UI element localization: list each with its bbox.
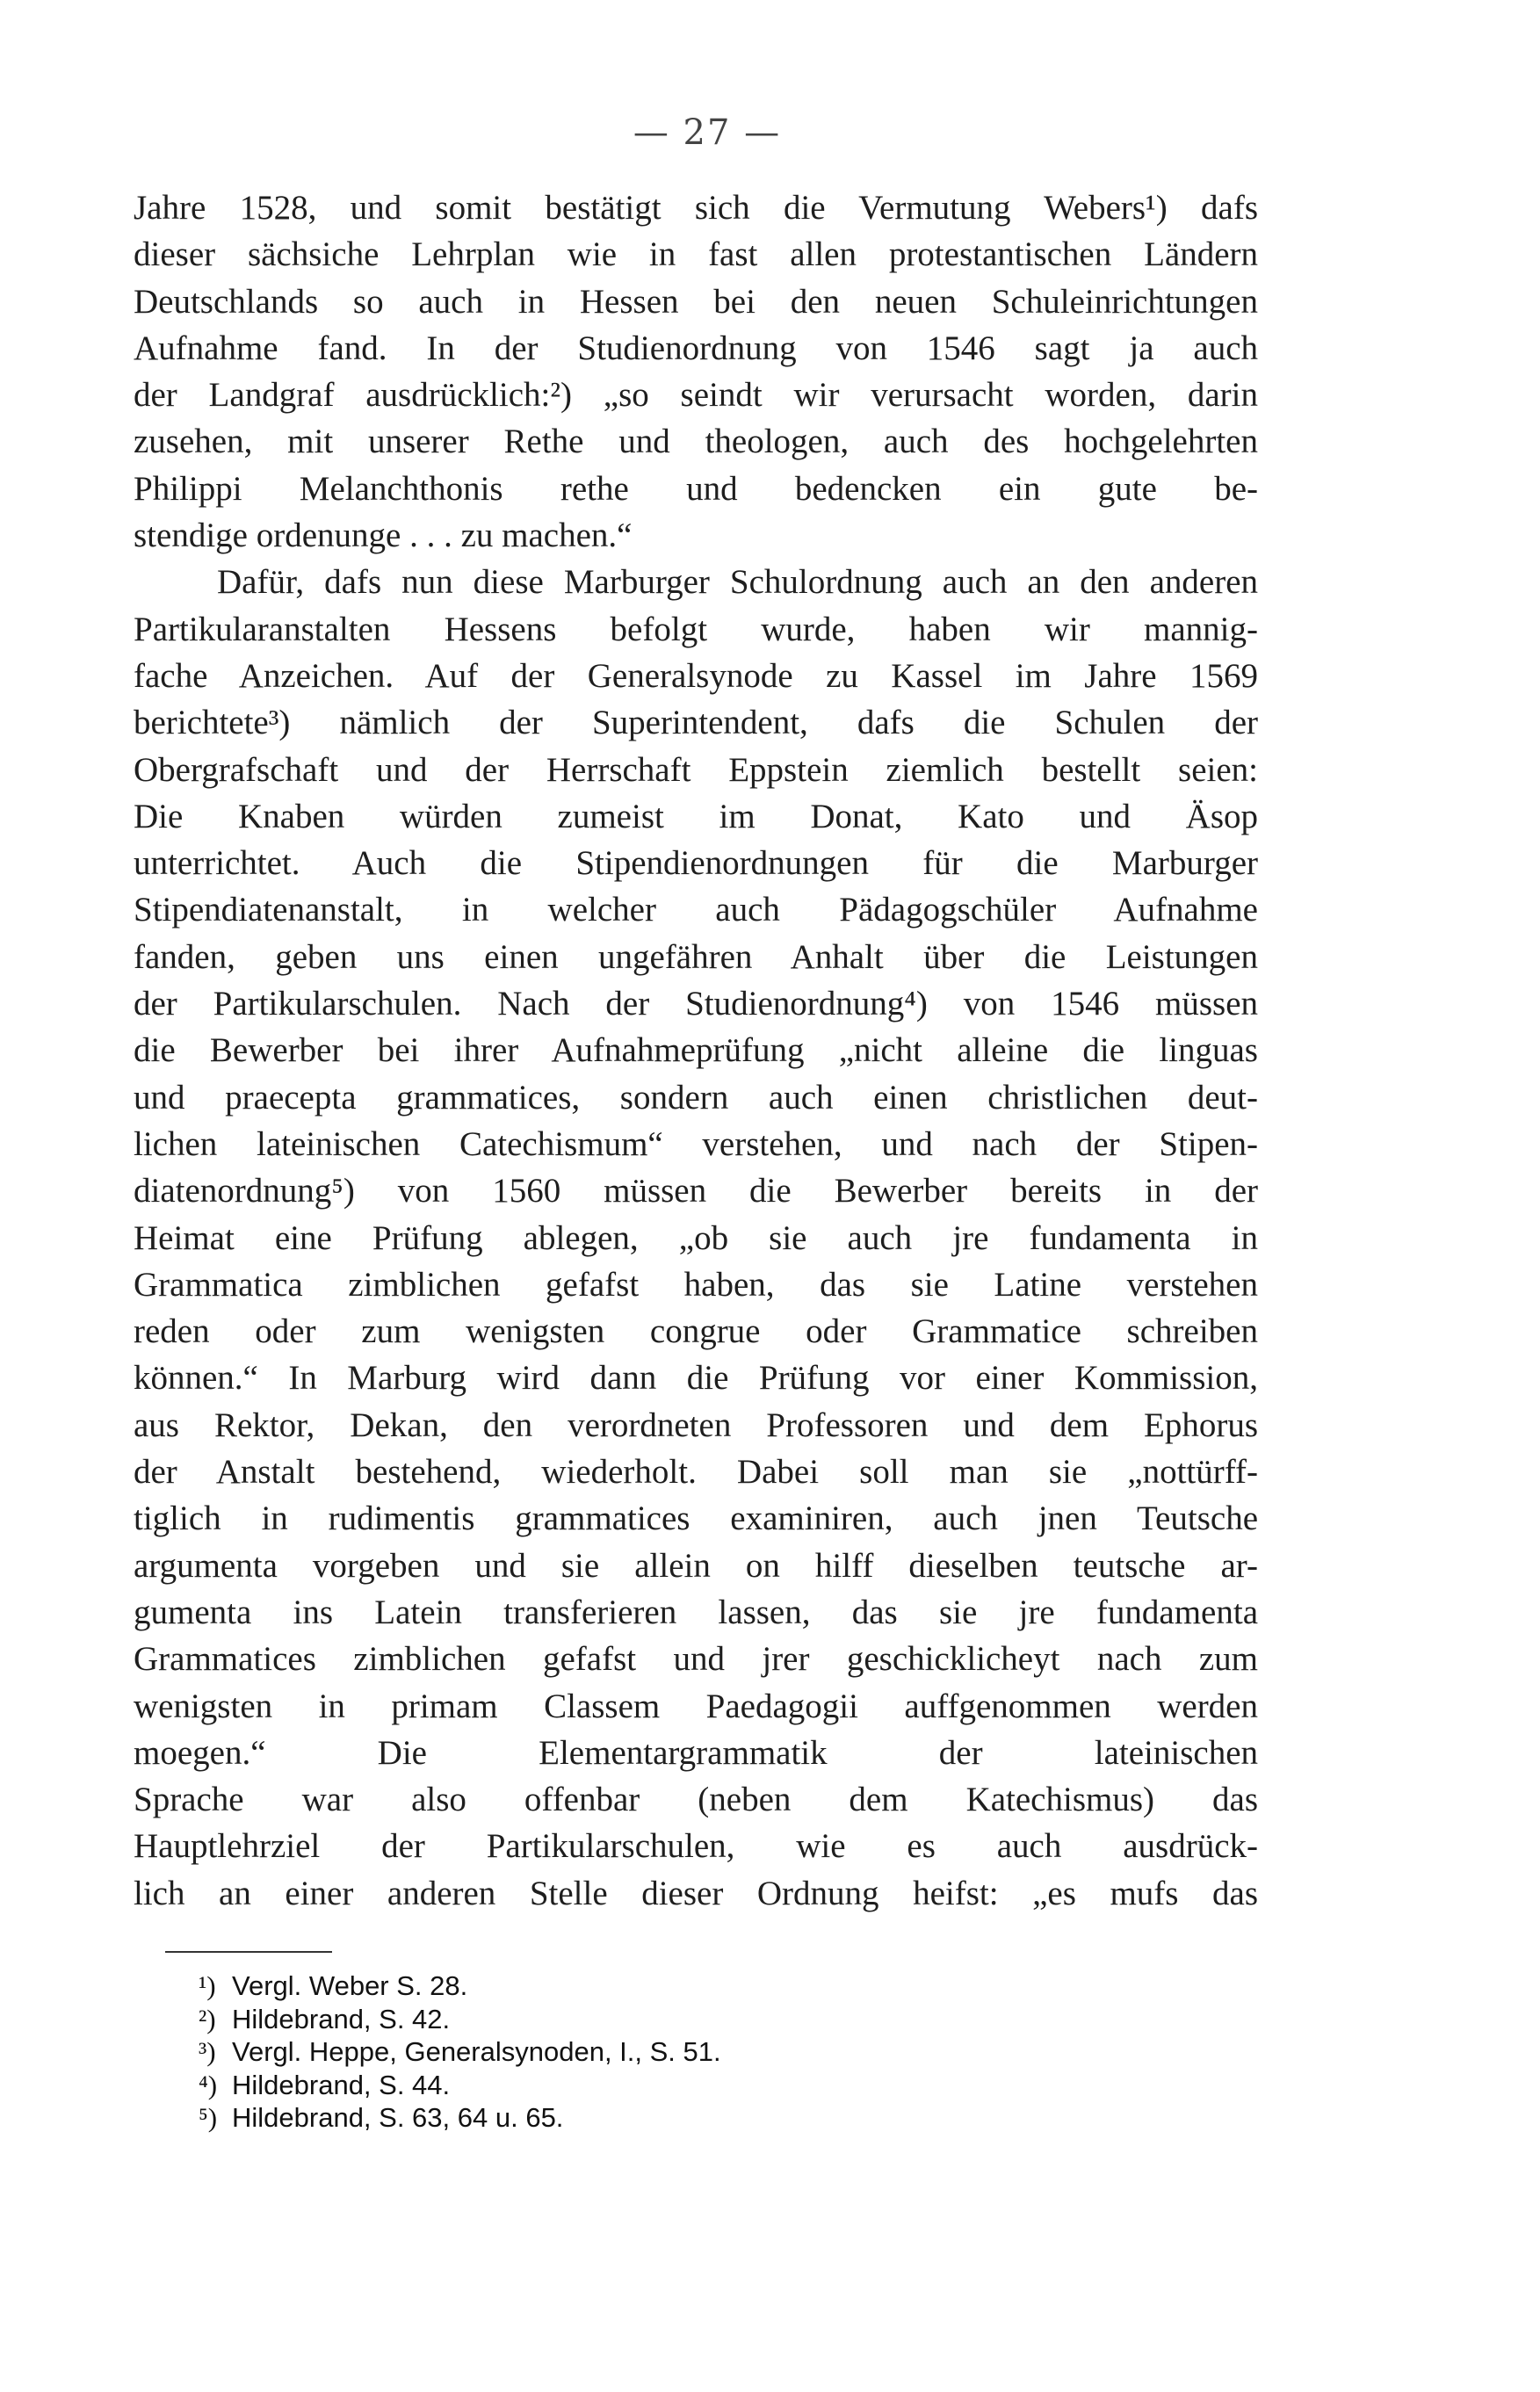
footnote-text: Vergl. Heppe, Generalsynoden, I., S. 51. xyxy=(232,2036,721,2067)
text-line: lichen lateinischen Catechismum“ verstehen, und nach der Stipen- xyxy=(134,1124,1258,1163)
footnote-text: Hildebrand, S. 44. xyxy=(232,2069,451,2100)
footnote-mark: ²) xyxy=(199,2003,216,2034)
footnotes xyxy=(199,1969,989,2135)
footnote-text: Hildebrand, S. 42. xyxy=(232,2003,451,2034)
body-text xyxy=(134,184,1258,1917)
text-line: der Landgraf ausdrücklich:²) „so seindt wir verursacht worden, darin xyxy=(134,376,1258,415)
footnote xyxy=(199,1969,989,2003)
footnote xyxy=(199,2035,989,2069)
text-line: Deutschlands so auch in Hessen bei den neuen Schuleinrichtungen xyxy=(134,282,1258,321)
text-line: aus Rektor, Dekan, den verordneten Professoren und dem Ephorus xyxy=(134,1406,1258,1444)
footnote-mark: ¹) xyxy=(199,1970,216,2001)
text-line: dieser sächsiche Lehrplan wie in fast allen protestantischen Ländern xyxy=(134,235,1258,274)
footnote-mark: ³) xyxy=(199,2036,216,2067)
text-line: lich an einer anderen Stelle dieser Ordnung heifst: „es mufs das xyxy=(134,1874,1258,1912)
text-line: fache Anzeichen. Auf der Generalsynode zu Kassel im Jahre 1569 xyxy=(134,656,1258,695)
footnote-divider xyxy=(165,1951,332,1953)
text-line: argumenta vorgeben und sie allein on hilff dieselben teutsche ar- xyxy=(134,1546,1258,1585)
text-line: wenigsten in primam Classem Paedagogii auffgenommen werden xyxy=(134,1687,1258,1725)
text-line: und praecepta grammatices, sondern auch einen christlichen deut- xyxy=(134,1078,1258,1117)
text-line: unterrichtet. Auch die Stipendienordnungen für die Marburger xyxy=(134,844,1258,883)
text-line: Obergrafschaft und der Herrschaft Eppstein ziemlich bestellt seien: xyxy=(134,750,1258,789)
text-line: Partikularanstalten Hessens befolgt wurde, haben wir mannig- xyxy=(134,610,1258,648)
footnote-text: Vergl. Weber S. 28. xyxy=(232,1970,468,2001)
text-line: gumenta ins Latein transferieren lassen, das sie jre fundamenta xyxy=(134,1593,1258,1631)
footnote-mark: ⁵) xyxy=(199,2102,218,2133)
footnote xyxy=(199,2101,989,2135)
text-line: der Partikularschulen. Nach der Studienordnung⁴) von 1546 müssen xyxy=(134,985,1258,1023)
text-line: Die Knaben würden zumeist im Donat, Kato und Äsop xyxy=(134,797,1258,835)
text-line: die Bewerber bei ihrer Aufnahmeprüfung „nicht alleine die linguas xyxy=(134,1031,1258,1070)
text-line: können.“ In Marburg wird dann die Prüfung vor einer Kommission, xyxy=(134,1359,1258,1398)
footnote xyxy=(199,2069,989,2102)
footnote-mark: ⁴) xyxy=(199,2069,218,2100)
page-number: — 27 — xyxy=(633,112,782,153)
text-line: tiglich in rudimentis grammatices examiniren, auch jnen Teutsche xyxy=(134,1500,1258,1538)
text-line: Grammatices zimblichen gefafst und jrer geschicklicheyt nach zum xyxy=(134,1640,1258,1679)
text-line: Dafür, dafs nun diese Marburger Schulordnung auch an den anderen xyxy=(217,563,1258,602)
text-line: der Anstalt bestehend, wiederholt. Dabei soll man sie „nottürff- xyxy=(134,1453,1258,1492)
text-line: Philippi Melanchthonis rethe und bedencken ein gute be- xyxy=(134,469,1258,508)
text-line: stendige ordenunge . . . zu machen.“ xyxy=(134,517,633,555)
text-line: reden oder zum wenigsten congrue oder Grammatice schreiben xyxy=(134,1312,1258,1351)
text-line: moegen.“ Die Elementargrammatik der lateinischen xyxy=(134,1733,1258,1772)
text-line: Hauptlehrziel der Partikularschulen, wie es auch ausdrück- xyxy=(134,1827,1258,1866)
text-line: Heimat eine Prüfung ablegen, „ob sie auch jre fundamenta in xyxy=(134,1218,1258,1257)
footnote-text: Hildebrand, S. 63, 64 u. 65. xyxy=(232,2102,564,2133)
text-line: Grammatica zimblichen gefafst haben, das sie Latine verstehen xyxy=(134,1265,1258,1304)
text-line: Jahre 1528, und somit bestätigt sich die Vermutung Webers¹) dafs xyxy=(134,189,1258,227)
footnote xyxy=(199,2003,989,2036)
text-line: Aufnahme fand. In der Studienordnung von 1546 sagt ja auch xyxy=(134,329,1258,367)
text-line: fanden, geben uns einen ungefähren Anhalt über die Leistungen xyxy=(134,937,1258,976)
text-line: Stipendiatenanstalt, in welcher auch Pädagogschüler Aufnahme xyxy=(134,891,1258,929)
text-line: berichtete³) nämlich der Superintendent, dafs die Schulen der xyxy=(134,704,1258,742)
text-line: Sprache war also offenbar (neben dem Katechismus) das xyxy=(134,1781,1258,1819)
text-line: zusehen, mit unserer Rethe und theologen, auch des hochgelehrten xyxy=(134,423,1258,461)
text-line: diatenordnung⁵) von 1560 müssen die Bewerber bereits in der xyxy=(134,1172,1258,1210)
